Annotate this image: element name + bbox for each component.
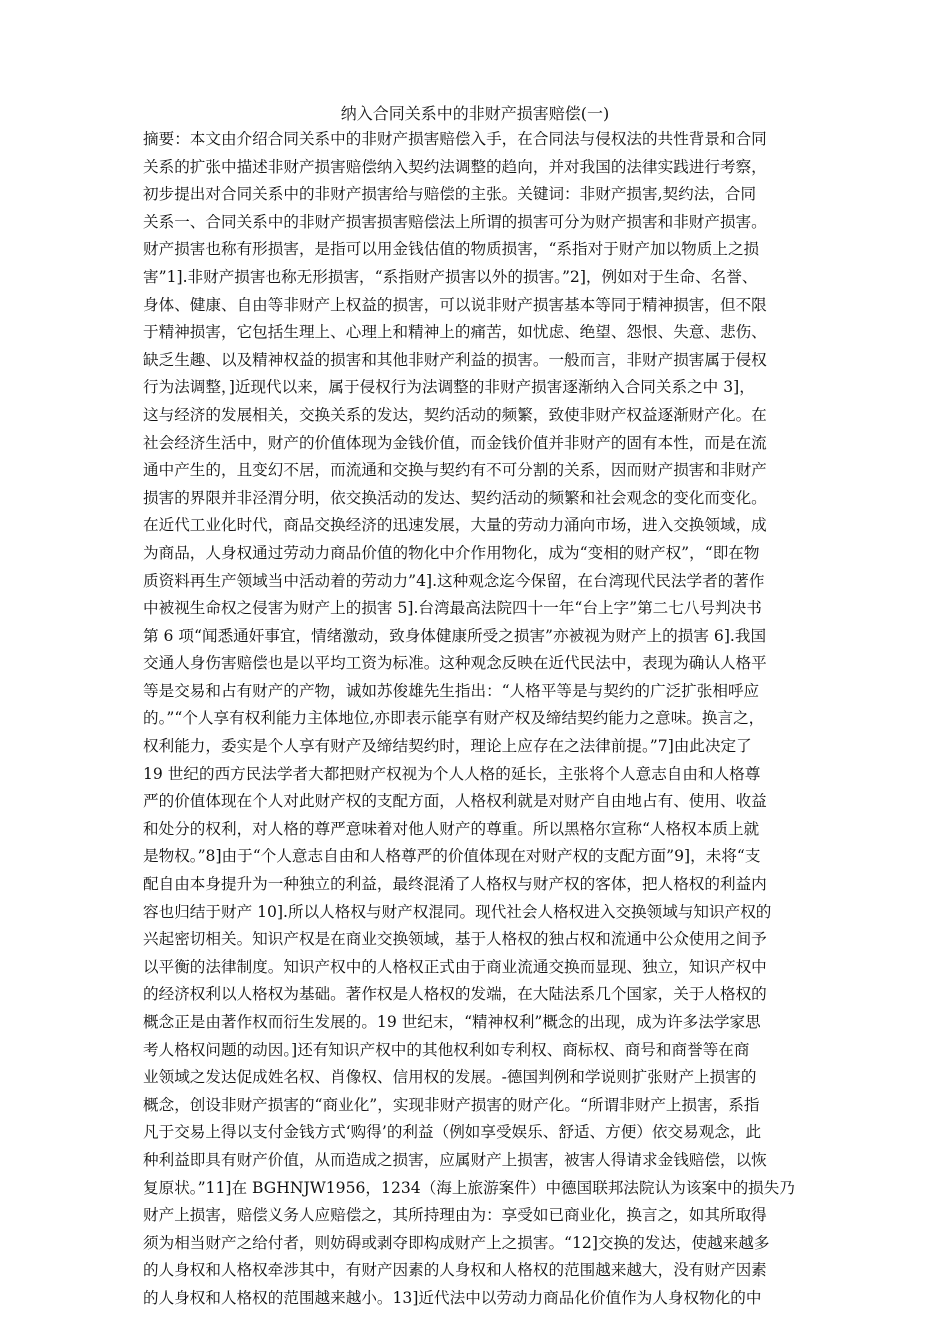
body-text-line: 损害的界限并非泾渭分明，依交换活动的发达、契约活动的频繁和社会观念的变化而变化。	[143, 488, 767, 507]
body-text-line: 财产损害也称有形损害，是指可以用金钱估值的物质损害，“系指对于财产加以物质上之损	[143, 240, 760, 259]
body-text-line: 严的价值体现在个人对此财产权的支配方面，人格权利就是对财产自由地占有、使用、收益	[143, 792, 767, 811]
body-text-line: 社会经济生活中，财产的价值体现为金钱价值，而金钱价值并非财产的固有本性，而是在流	[143, 433, 767, 452]
body-text-line: 这与经济的发展相关，交换关系的发达，契约活动的频繁，致使非财产权益逐渐财产化。在	[143, 405, 767, 424]
body-text-line: 财产上损害，赔偿义务人应赔偿之，其所持理由为：享受如已商业化，换言之，如其所取得	[143, 1206, 767, 1225]
body-text-line: 通中产生的，且变幻不居，而流通和交换与契约有不可分割的关系，因而财产损害和非财产	[143, 461, 767, 480]
body-text-line: 在近代工业化时代，商品交换经济的迅速发展，大量的劳动力涌向市场，进入交换领域，成	[143, 516, 767, 535]
body-text-line: 身体、健康、自由等非财产上权益的损害，可以说非财产损害基本等同于精神损害，但不限	[143, 295, 767, 314]
body-text-line: 考人格权问题的动因。]还有知识产权中的其他权利如专利权、商标权、商号和商誉等在商	[143, 1040, 750, 1059]
body-text-line: 和处分的权利，对人格的尊严意味着对他人财产的尊重。所以黑格尔宣称“人格权本质上就	[143, 819, 760, 838]
body-text-line: 中被视生命权之侵害为财产上的损害 5].台湾最高法院四十一年“台上字”第二七八号判决书	[143, 599, 762, 618]
body-text-line: 种利益即具有财产价值，从而造成之损害，应属财产上损害，被害人得请求金钱赔偿，以恢	[143, 1150, 767, 1169]
body-text-line: 19 世纪的西方民法学者大都把财产权视为个人人格的延长，主张将个人意志自由和人格尊	[143, 764, 761, 783]
body-text-line: 兴起密切相关。知识产权是在商业交换领域，基于人格权的独占权和流通中公众使用之间予	[143, 930, 767, 949]
document-body	[143, 126, 815, 1313]
body-text-line: 概念正是由著作权而衍生发展的。19 世纪末，“精神权利”概念的出现，成为许多法学家思	[143, 1013, 761, 1031]
document-title: 纳入合同关系中的非财产损害赔偿(一)	[340, 104, 610, 123]
body-text-line: 质资料再生产领域当中活动着的劳动力”4].这种观念迄今保留，在台湾现代民法学者的著作	[143, 571, 765, 590]
body-text-line: 的人身权和人格权的范围越来越小。13]近代法中以劳动力商品化价值作为人身权物化的中	[143, 1288, 762, 1307]
body-text-line: 是物权。”8]由于“个人意志自由和人格尊严的价值体现在对财产权的支配方面”9]，未将“支	[143, 847, 761, 866]
body-text-line: 的经济权利以人格权为基础。著作权是人格权的发端，在大陆法系几个国家，关于人格权的	[143, 985, 767, 1004]
body-text-line: 等是交易和占有财产的产物，诚如苏俊雄先生指出：“人格平等是与契约的广泛扩张相呼应	[143, 681, 760, 700]
body-text-line: 的人身权和人格权牵涉其中，有财产因素的人身权和人格权的范围越来越大，没有财产因素	[143, 1261, 767, 1280]
body-text-line: 配自由本身提升为一种独立的利益，最终混淆了人格权与财产权的客体，把人格权的利益内	[143, 875, 767, 894]
body-text-line: 以平衡的法律制度。知识产权中的人格权正式由于商业流通交换而显现、独立，知识产权中	[143, 957, 767, 976]
body-text-line: 交通人身伤害赔偿也是以平均工资为标准。这种观念反映在近代民法中，表现为确认人格平	[143, 654, 767, 673]
body-text-line: 关系一、合同关系中的非财产损害损害赔偿法上所谓的损害可分为财产损害和非财产损害。	[143, 212, 767, 231]
body-text-line: 为商品，人身权通过劳动力商品价值的物化中介作用物化，成为“变相的财产权”，“即在物	[143, 543, 760, 562]
body-text-line: 初步提出对合同关系中的非财产损害给与赔偿的主张。关键词：非财产损害,契约法，合同	[143, 185, 757, 204]
body-text-line: 行为法调整，]近现代以来，属于侵权行为法调整的非财产损害逐渐纳入合同关系之中 3]，	[143, 378, 755, 397]
body-text-line: 关系的扩张中描述非财产损害赔偿纳入契约法调整的趋向，并对我国的法律实践进行考察，	[143, 157, 767, 176]
body-text-line: 害”1].非财产损害也称无形损害，“系指财产损害以外的损害。”2]，例如对于生命、名誉、	[143, 267, 758, 286]
body-text-line: 须为相当财产之给付者，则妨碍或剥夺即构成财产上之损害。“12]交换的发达，使越来越多	[143, 1233, 770, 1252]
body-text-line: 的。”“个人享有权利能力主体地位,亦即表示能享有财产权及缔结契约能力之意味。换言之，	[143, 709, 765, 728]
body-text-line: 第 6 项“闻悉通奸事宜，情绪激动，致身体健康所受之损害”亦被视为财产上的损害 6].我国	[143, 626, 767, 645]
body-text-line: 容也归结于财产 10].所以人格权与财产权混同。现代社会人格权进入交换领域与知识产权的	[143, 902, 772, 921]
body-text-line: 凡于交易上得以支付金钱方式‘购得’的利益（例如享受娱乐、舒适、方便）依交易观念，此	[143, 1123, 762, 1142]
body-text-line: 于精神损害，它包括生理上、心理上和精神上的痛苦，如忧虑、绝望、怨恨、失意、悲伤、	[143, 323, 767, 342]
body-text-line: 业领域之发达促成姓名权、肖像权、信用权的发展。-德国判例和学说则扩张财产上损害的	[143, 1068, 757, 1087]
body-text-line: 复原状。”11]在 BGHNJW1956，1234（海上旅游案件）中德国联邦法院认为该案中的损失乃	[143, 1178, 795, 1197]
body-text-line: 概念，创设非财产损害的“商业化”，实现非财产损害的财产化。“所谓非财产上损害，系指	[143, 1095, 760, 1114]
body-text-line: 摘要：本文由介绍合同关系中的非财产损害赔偿入手，在合同法与侵权法的共性背景和合同	[143, 130, 767, 148]
body-text-line: 缺乏生趣、以及精神权益的损害和其他非财产利益的损害。一般而言，非财产损害属于侵权	[143, 350, 767, 369]
body-text-line: 权利能力，委实是个人享有财产及缔结契约时，理论上应存在之法律前提。”7]由此决定了	[143, 737, 752, 756]
